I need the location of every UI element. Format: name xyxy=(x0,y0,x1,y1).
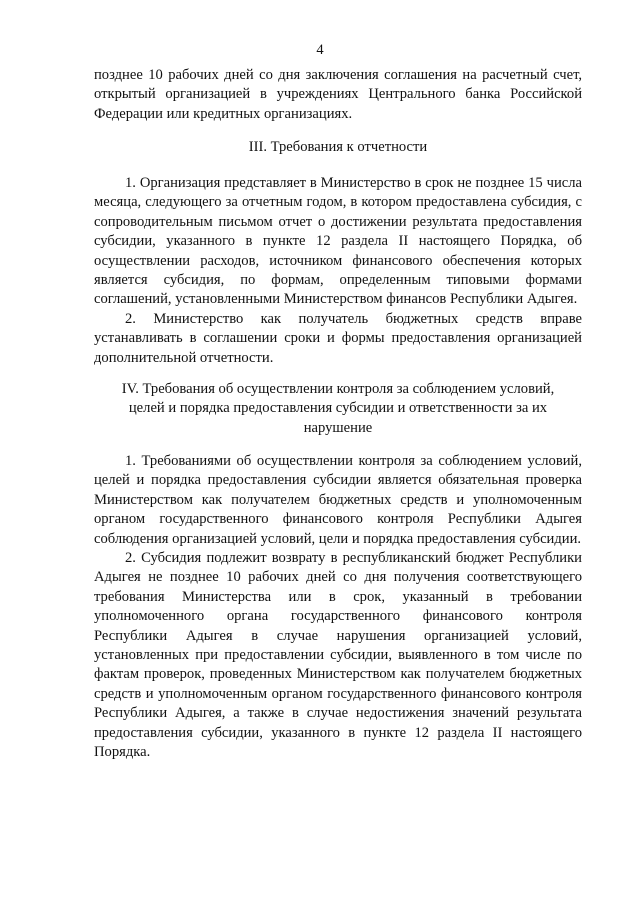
section-4-paragraph-1: 1. Требованиями об осуществлении контроля за соблюдением условий, целей и порядка предоставления субсидии является обязательная проверка Министерством как получателем бюджетных средств и уполномоченным органом государственного финансового контроля Республики Адыгея соблюдения организацией условий, цели и порядка предоставления субсидии. xyxy=(94,453,582,547)
section-3-body xyxy=(94,174,582,368)
section-4-heading xyxy=(94,380,582,438)
section-4-heading-line-1: IV. Требования об осуществлении контроля за соблюдением условий, xyxy=(121,381,555,397)
section-3-paragraph-1: 1. Организация представляет в Министерство в срок не позднее 15 числа месяца, следующего за отчетным годом, в котором предоставлена субсидия, с сопроводительным письмом отчет о достижении результата предоставления субсидии, указанного в пункте 12 раздела II настоящего Порядка, об осуществлении расходов, источником финансового обеспечения которых является субсидия, по формам, определенным типовыми формами соглашений, установленными Министерством финансов Республики Адыгея. xyxy=(94,175,582,308)
section-4-heading-line-3: нарушение xyxy=(303,419,373,436)
section-4-paragraph-2: 2. Субсидия подлежит возврату в республиканский бюджет Республики Адыгея не позднее 10 рабочих дней со дня получения соответствующего требования Министерства или в срок, указанный в требовании уполномоченного органа государственного финансового контроля Республики Адыгея в случае нарушения организацией условий, установленных при предоставлении субсидии, выявленного в том числе по фактам проверок, проведенных Министерством как получателем бюджетных средств и уполномоченным органом государственного финансового контроля Республики Адыгея, а также в случае недостижения значений результата предоставления субсидии, указанного в пункте 12 раздела II настоящего Порядка. xyxy=(94,550,582,761)
section-4-heading-line-2: целей и порядка предоставления субсидии и ответственности за их xyxy=(128,400,548,417)
continuation-block xyxy=(94,66,582,124)
continuation-paragraph: позднее 10 рабочих дней со дня заключения соглашения на расчетный счет, открытый организацией в учреждениях Центрального банка Российской Федерации или кредитных организациях. xyxy=(94,67,582,122)
page-number: 4 xyxy=(316,42,324,58)
section-4-body xyxy=(94,452,582,763)
section-3-paragraph-2: 2. Министерство как получатель бюджетных средств вправе устанавливать в соглашении сроки и формы предоставления организацией дополнительной отчетности. xyxy=(94,310,582,366)
section-3-heading: III. Требования к отчетности xyxy=(248,139,428,155)
